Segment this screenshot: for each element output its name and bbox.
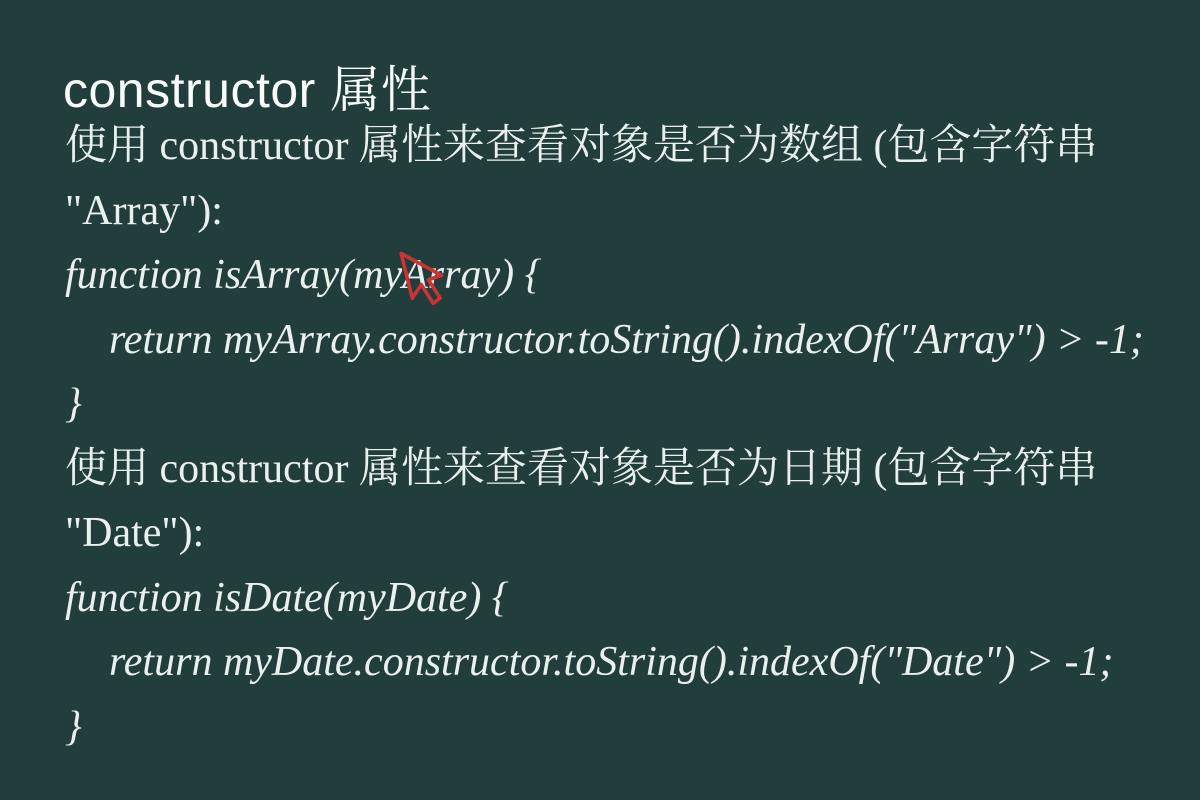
prose-line: "Array"):	[65, 187, 223, 234]
code-line: function isArray(myArray) {	[65, 252, 542, 298]
code-line: }	[65, 703, 82, 750]
slide-title: constructor 属性	[63, 62, 432, 118]
prose-line: "Date"):	[65, 510, 205, 556]
code-line: return myDate.constructor.toString().indexOf("Date") > -1;	[109, 639, 1114, 685]
code-line: function isDate(myDate) {	[65, 574, 509, 621]
code-line: return myArray.constructor.toString().indexOf("Array") > -1;	[109, 316, 1144, 363]
slide-body	[65, 114, 1180, 759]
prose-line: 使用 constructor 属性来查看对象是否为数组 (包含字符串	[65, 123, 1098, 169]
prose-line: 使用 constructor 属性来查看对象是否为日期 (包含字符串	[65, 445, 1098, 492]
code-line: }	[65, 381, 82, 427]
